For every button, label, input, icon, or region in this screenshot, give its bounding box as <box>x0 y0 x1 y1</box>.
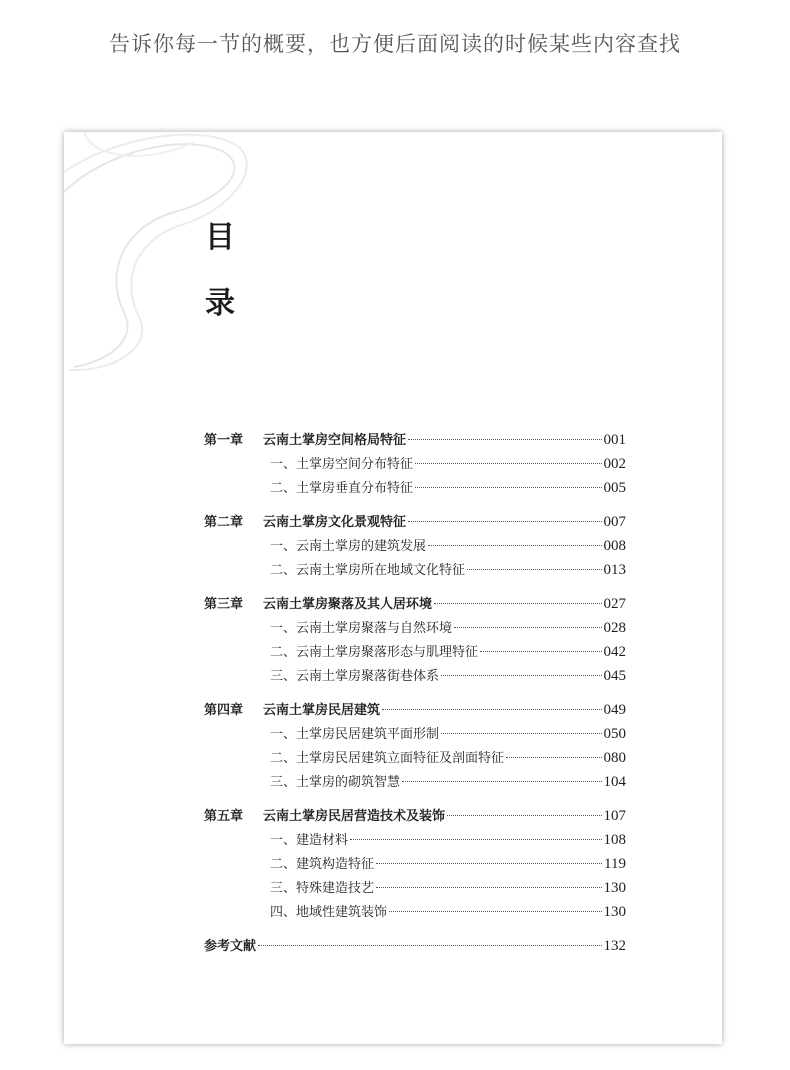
toc-section-entry[interactable] <box>204 452 626 476</box>
toc-chapter-entry[interactable] <box>204 592 626 616</box>
dot-leader <box>428 545 601 546</box>
page-number: 130 <box>603 904 626 920</box>
page-number: 008 <box>603 538 626 554</box>
page-number: 107 <box>603 808 626 824</box>
toc-section-entry[interactable] <box>204 852 626 876</box>
toc-section-entry[interactable] <box>204 534 626 558</box>
toc-section-entry[interactable] <box>204 616 626 640</box>
book-page <box>64 132 722 1044</box>
toc-chapter-entry[interactable] <box>204 510 626 534</box>
page-number: 080 <box>603 750 626 766</box>
entry-title: 二、建筑构造特征 <box>270 857 375 872</box>
dot-leader <box>415 463 601 464</box>
page-number: 007 <box>603 514 626 530</box>
dot-leader <box>408 521 601 522</box>
dot-leader <box>258 945 601 946</box>
page-number: 045 <box>603 668 626 684</box>
page-number: 130 <box>603 880 626 896</box>
dot-leader <box>441 675 601 676</box>
dot-leader <box>376 863 602 864</box>
dot-leader <box>415 487 601 488</box>
chapter-number: 第四章 <box>204 703 244 718</box>
toc-chapter-entry[interactable] <box>204 428 626 452</box>
toc-chapter-entry[interactable] <box>204 934 626 958</box>
dot-leader <box>402 781 601 782</box>
dot-leader <box>480 651 601 652</box>
table-of-contents <box>204 428 626 958</box>
dot-leader <box>389 911 601 912</box>
page-number: 049 <box>603 702 626 718</box>
page-number: 119 <box>604 856 626 872</box>
entry-title: 二、土掌房垂直分布特征 <box>270 481 414 496</box>
entry-title: 三、特殊建造技艺 <box>270 881 375 896</box>
entry-title: 一、建造材料 <box>270 833 349 848</box>
page-number: 001 <box>603 432 626 448</box>
entry-title: 参考文献 <box>204 939 257 954</box>
entry-title: 三、云南土掌房聚落街巷体系 <box>270 669 440 684</box>
toc-section-entry[interactable] <box>204 476 626 500</box>
page-number: 108 <box>603 832 626 848</box>
toc-section-entry[interactable] <box>204 558 626 582</box>
entry-title: 二、土掌房民居建筑立面特征及剖面特征 <box>270 751 505 766</box>
toc-section-entry[interactable] <box>204 900 626 924</box>
entry-title: 云南土掌房文化景观特征 <box>263 515 407 530</box>
toc-section-entry[interactable] <box>204 828 626 852</box>
entry-title: 二、云南土掌房所在地域文化特征 <box>270 563 466 578</box>
toc-heading-char-1: 目 <box>205 220 235 255</box>
toc-heading-char-2: 录 <box>205 286 235 321</box>
dot-leader <box>441 733 601 734</box>
page-number: 027 <box>603 596 626 612</box>
toc-section-entry[interactable] <box>204 722 626 746</box>
entry-title: 一、土掌房民居建筑平面形制 <box>270 727 440 742</box>
chapter-number: 第一章 <box>204 433 244 448</box>
toc-section-entry[interactable] <box>204 664 626 688</box>
page-number: 050 <box>603 726 626 742</box>
entry-title: 四、地域性建筑装饰 <box>270 905 388 920</box>
toc-chapter-entry[interactable] <box>204 698 626 722</box>
dot-leader <box>454 627 601 628</box>
page-number: 042 <box>603 644 626 660</box>
dot-leader <box>408 439 601 440</box>
entry-title: 云南土掌房民居建筑 <box>263 703 381 718</box>
page-number: 002 <box>603 456 626 472</box>
entry-title: 二、云南土掌房聚落形态与肌理特征 <box>270 645 479 660</box>
entry-title: 一、云南土掌房聚落与自然环境 <box>270 621 453 636</box>
chapter-number: 第二章 <box>204 515 244 530</box>
toc-section-entry[interactable] <box>204 876 626 900</box>
entry-title: 云南土掌房聚落及其人居环境 <box>263 597 433 612</box>
entry-title: 云南土掌房空间格局特征 <box>263 433 407 448</box>
chapter-number: 第五章 <box>204 809 244 824</box>
page-number: 005 <box>603 480 626 496</box>
dot-leader <box>447 815 601 816</box>
page-number: 013 <box>603 562 626 578</box>
image-caption: 告诉你每一节的概要，也方便后面阅读的时候某些内容查找 <box>109 32 681 56</box>
toc-section-entry[interactable] <box>204 746 626 770</box>
dot-leader <box>434 603 601 604</box>
dot-leader <box>382 709 601 710</box>
page-number: 104 <box>603 774 626 790</box>
entry-title: 三、土掌房的砌筑智慧 <box>270 775 401 790</box>
dot-leader <box>376 887 601 888</box>
page-number: 132 <box>603 938 626 954</box>
dot-leader <box>350 839 601 840</box>
entry-title: 一、云南土掌房的建筑发展 <box>270 539 427 554</box>
entry-title: 一、土掌房空间分布特征 <box>270 457 414 472</box>
toc-section-entry[interactable] <box>204 640 626 664</box>
chapter-number: 第三章 <box>204 597 244 612</box>
toc-chapter-entry[interactable] <box>204 804 626 828</box>
toc-section-entry[interactable] <box>204 770 626 794</box>
entry-title: 云南土掌房民居营造技术及装饰 <box>263 809 446 824</box>
dot-leader <box>506 757 601 758</box>
page-number: 028 <box>603 620 626 636</box>
dot-leader <box>467 569 601 570</box>
